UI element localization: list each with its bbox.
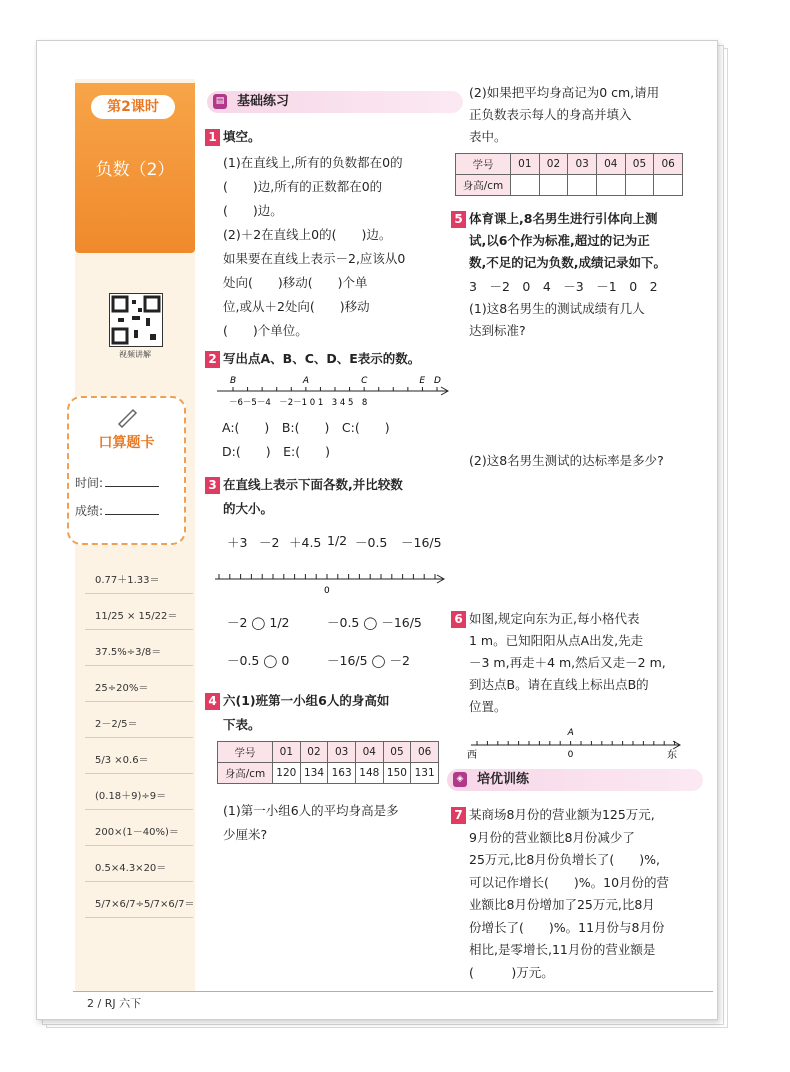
q7-line: 份增长了( )%。11月份与8月份: [469, 919, 665, 935]
q3-number: 3: [205, 477, 220, 494]
q4-title-2: 下表。: [223, 717, 261, 732]
calc-item[interactable]: 5/3 ×0.6＝: [95, 755, 149, 766]
q7-line: 9月份的营业额比8月份减少了: [469, 829, 635, 845]
calc-item[interactable]: 37.5%÷3/8＝: [95, 647, 162, 658]
q2-answer-row1[interactable]: A:( ) B:( ) C:( ): [222, 420, 390, 435]
q5-sub2: (2)这8名男生测试的达标率是多少?: [469, 453, 664, 468]
q5-number: 5: [451, 211, 466, 228]
calc-item[interactable]: 11/25 × 15/22＝: [95, 611, 178, 622]
table-cell: 120: [273, 763, 301, 784]
lesson-tag: 第2课时: [91, 95, 175, 119]
section-title: 培优训练: [477, 772, 530, 787]
q3-number-item: 1/2: [327, 533, 348, 548]
zero-label: 0: [567, 750, 574, 759]
calc-rule: [85, 737, 193, 738]
q3-number-item: －16/5: [401, 535, 442, 550]
calc-rule: [85, 701, 193, 702]
table-header-cell: 03: [568, 154, 597, 175]
q6-line: －3 m,再走＋4 m,然后又走－2 m,: [469, 655, 666, 670]
table-header-cell: 02: [539, 154, 568, 175]
table-header-cell: 01: [273, 742, 301, 763]
section-advanced: [447, 769, 703, 791]
q4-part2-line: 正负数表示每人的身高并填入: [469, 107, 632, 122]
zero-label: 0: [324, 586, 330, 596]
table-cell: 131: [411, 763, 439, 784]
q7-line: 7 某商场8月份的营业额为125万元,: [451, 805, 655, 824]
q5-line: 5 体育课上,8名男生进行引体向上测: [451, 209, 657, 228]
q6-line: 1 m。已知阳阳从点A出发,先走: [469, 633, 644, 648]
table-cell: 150: [383, 763, 411, 784]
q4-number: 4: [205, 693, 220, 710]
q3-title: 3 在直线上表示下面各数,并比较数: [205, 475, 403, 494]
q1-line: (1)在直线上,所有的负数都在0的: [223, 155, 403, 170]
q6-number: 6: [451, 611, 466, 628]
score-field[interactable]: [75, 502, 159, 519]
q1-line: 处向( )移动( )个单: [223, 275, 368, 290]
table-header-cell: 05: [383, 742, 411, 763]
q5-sub1: (1)这8名男生的测试成绩有几人: [469, 301, 645, 316]
lesson-header: [75, 83, 195, 253]
calc-item[interactable]: 0.77＋1.33＝: [95, 575, 160, 586]
point-label: B: [230, 376, 237, 386]
table-cell[interactable]: [596, 175, 625, 196]
point-label: A: [302, 376, 310, 386]
section-basic: [207, 91, 463, 113]
calc-item[interactable]: (0.18＋9)÷9＝: [95, 791, 167, 802]
table-cell[interactable]: [511, 175, 540, 196]
calc-rule: [85, 593, 193, 594]
calc-item[interactable]: 200×(1－40%)＝: [95, 827, 179, 838]
height-signed-table[interactable]: [455, 153, 683, 196]
calc-rule: [85, 773, 193, 774]
q4-title: 4 六(1)班第一小组6人的身高如: [205, 691, 389, 710]
table-header-cell: 02: [300, 742, 328, 763]
q1-line: 位,或从＋2处向( )移动: [223, 299, 370, 314]
page-footer: 2 / RJ 六下: [87, 997, 142, 1010]
table-header-cell: 04: [596, 154, 625, 175]
q7-line: ( )万元。: [469, 964, 554, 980]
qr-pattern-icon: [110, 294, 162, 346]
calc-item[interactable]: 5/7×6/7÷5/7×6/7＝: [95, 899, 195, 910]
calc-item[interactable]: 2－2/5＝: [95, 719, 138, 730]
table-header-cell: 学号: [218, 742, 273, 763]
table-cell[interactable]: [654, 175, 683, 196]
point-label: C: [361, 376, 368, 386]
table-header-cell: 04: [355, 742, 383, 763]
qr-caption: 视频讲解: [119, 350, 151, 359]
q2-title: 2 写出点A、B、C、D、E表示的数。: [205, 349, 420, 368]
q6-line: 位置。: [469, 699, 507, 714]
point-a-label: A: [567, 728, 574, 738]
q4-sub1: (1)第一小组6人的平均身高是多: [223, 803, 399, 818]
q5-sub1b: 达到标准?: [469, 323, 526, 338]
q1-number: 1: [205, 129, 220, 146]
lesson-title: 负数（2）: [95, 160, 175, 180]
q3-number-item: ＋3: [227, 535, 248, 550]
q2-number-line: [217, 373, 449, 413]
q1-line: ( )边,所有的正数都在0的: [223, 179, 383, 194]
mental-calc-card: [67, 396, 186, 545]
q1-line: ( )边。: [223, 203, 283, 218]
pencil-icon: [115, 404, 139, 428]
table-cell: 身高/cm: [218, 763, 273, 784]
east-label: 东: [667, 750, 677, 759]
q7-number: 7: [451, 807, 466, 824]
q3-title-2: 的大小。: [223, 501, 274, 516]
q7-line: 相比,是零增长,11月份的营业额是: [469, 942, 656, 957]
table-header-cell: 05: [625, 154, 654, 175]
q7-line: 业额比8月份增加了25万元,比8月: [469, 897, 655, 912]
q1-line: (2)＋2在直线上0的( )边。: [223, 227, 392, 242]
calc-item[interactable]: 25÷20%＝: [95, 683, 149, 694]
calc-rule: [85, 881, 193, 882]
table-cell: 134: [300, 763, 328, 784]
card-title: 口算题卡: [98, 435, 155, 451]
table-cell[interactable]: [625, 175, 654, 196]
compare-2[interactable]: －0.5 ◯ －16/5: [327, 615, 422, 630]
q3-number-item: －2: [259, 535, 280, 550]
calc-rule: [85, 665, 193, 666]
west-label: 西: [467, 750, 477, 759]
calc-rule: [85, 845, 193, 846]
q1-title: 1 填空。: [205, 127, 261, 146]
q3-number-item: ＋4.5: [289, 535, 322, 550]
score-label: 成绩:: [75, 504, 104, 518]
table-header-cell: 01: [511, 154, 540, 175]
section-title: 基础练习: [237, 94, 290, 109]
q2-number: 2: [205, 351, 220, 368]
q6-line: 到达点B。请在直线上标出点B的: [469, 677, 649, 692]
time-field[interactable]: [75, 474, 159, 491]
book-icon: ▤: [213, 94, 227, 109]
compare-3[interactable]: －0.5 ◯ 0: [227, 653, 290, 668]
table-header-cell: 03: [328, 742, 356, 763]
q3-number-item: －0.5: [355, 535, 388, 550]
q5-data: 3 －2 0 4 －3 －1 0 2: [469, 279, 658, 294]
compare-1[interactable]: －2 ◯ 1/2: [227, 615, 290, 630]
q7-line: 25万元,比8月份负增长了( )%,: [469, 852, 660, 867]
q5-line: 试,以6个作为标准,超过的记为正: [469, 233, 650, 248]
calc-rule: [85, 629, 193, 630]
compare-4[interactable]: －16/5 ◯ －2: [327, 653, 410, 668]
q6-number-line[interactable]: [467, 725, 683, 759]
shield-icon: ◈: [453, 772, 467, 787]
table-header-cell: 06: [411, 742, 439, 763]
footer-rule: [73, 991, 713, 992]
q6-line: 6 如图,规定向东为正,每小格代表: [451, 609, 639, 628]
workbook-page: [36, 40, 718, 1020]
point-label: D: [434, 376, 441, 386]
qr-code[interactable]: [109, 293, 163, 347]
q3-number-line[interactable]: [215, 569, 447, 597]
q5-line: 数,不足的记为负数,成绩记录如下。: [469, 255, 666, 270]
table-cell[interactable]: [539, 175, 568, 196]
point-label: E: [419, 376, 426, 386]
table-header-cell: 学号: [456, 154, 511, 175]
q4-part2-line: (2)如果把平均身高记为0 cm,请用: [469, 85, 660, 100]
calc-rule: [85, 917, 193, 918]
q2-answer-row2[interactable]: D:( ) E:( ): [222, 444, 330, 459]
q4-part2-line: 表中。: [469, 129, 507, 144]
height-table: [217, 741, 439, 784]
q7-line: 可以记作增长( )%。10月份的营: [469, 874, 670, 890]
q4-sub1b: 少厘米?: [223, 827, 268, 842]
calc-rule: [85, 809, 193, 810]
q1-line: 如果要在直线上表示－2,应该从0: [223, 251, 406, 266]
table-cell: 身高/cm: [456, 175, 511, 196]
q1-line: ( )个单位。: [223, 323, 308, 338]
tick-labels: －6－5－4 －2－1 0 1 3 4 5 8: [229, 398, 368, 408]
table-cell[interactable]: [568, 175, 597, 196]
table-cell: 163: [328, 763, 356, 784]
table-header-cell: 06: [654, 154, 683, 175]
time-label: 时间:: [75, 476, 104, 490]
calc-item[interactable]: 0.5×4.3×20＝: [95, 863, 167, 874]
table-cell: 148: [355, 763, 383, 784]
